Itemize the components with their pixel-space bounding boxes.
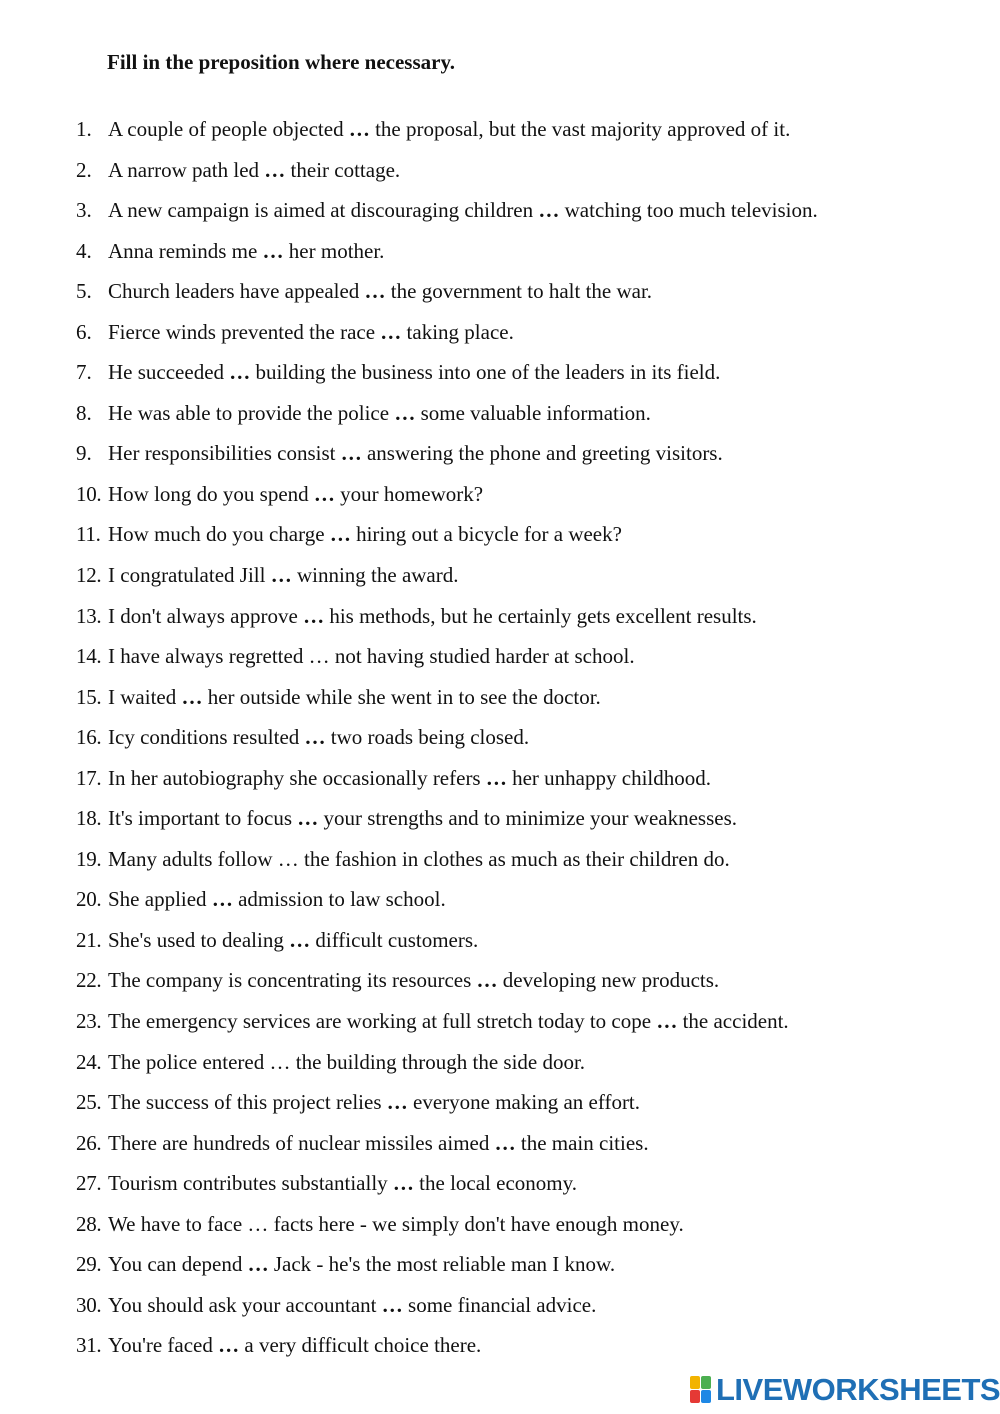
answer-gap[interactable]: …	[340, 441, 362, 466]
exercise-item	[76, 275, 818, 316]
exercise-item	[76, 356, 818, 397]
exercise-number: 25.	[76, 1090, 102, 1115]
exercise-number: 10.	[76, 481, 102, 506]
sentence-start: The police entered	[108, 1049, 270, 1074]
liveworksheets-logo-icon	[690, 1376, 712, 1404]
sentence-start: Anna reminds me	[108, 238, 263, 263]
answer-gap[interactable]: …	[308, 644, 330, 669]
sentence-start: You're faced	[108, 1333, 219, 1358]
sentence-end: winning the award.	[291, 563, 459, 588]
answer-gap[interactable]: …	[262, 238, 284, 263]
answer-gap[interactable]: …	[538, 198, 560, 223]
answer-gap[interactable]: …	[313, 481, 335, 506]
sentence-end: the building through the side door.	[290, 1049, 586, 1074]
sentence-end: the accident.	[677, 1009, 789, 1034]
sentence-start: A new campaign is aimed at discouraging children	[108, 198, 539, 223]
exercise-number: 2.	[76, 157, 92, 182]
answer-gap[interactable]: …	[218, 1333, 240, 1358]
exercise-item	[76, 964, 818, 1005]
sentence-start: You should ask your accountant	[108, 1292, 382, 1317]
exercise-number: 1.	[76, 117, 92, 141]
sentence-end: the local economy.	[413, 1171, 577, 1196]
exercise-item	[76, 1005, 818, 1046]
sentence-start: She's used to dealing	[108, 927, 290, 952]
sentence-start: In her autobiography she occasionally refers	[108, 765, 486, 790]
sentence-start: A narrow path led	[108, 157, 265, 182]
exercise-item	[76, 1289, 818, 1330]
sentence-start: A couple of people objected	[108, 117, 349, 141]
sentence-start: The emergency services are working at full stretch today to cope	[108, 1009, 657, 1034]
answer-gap[interactable]: …	[269, 1049, 291, 1074]
exercise-number: 11.	[76, 522, 101, 547]
sentence-end: developing new products.	[497, 968, 720, 993]
answer-gap[interactable]: …	[270, 563, 292, 588]
exercise-item	[76, 1208, 818, 1249]
exercise-item	[76, 478, 818, 519]
answer-gap[interactable]: …	[476, 968, 498, 993]
sentence-start: We have to face	[108, 1211, 248, 1236]
sentence-end: their cottage.	[285, 157, 401, 182]
exercise-item	[76, 559, 818, 600]
liveworksheets-logo[interactable]	[690, 1372, 1000, 1408]
exercise-item	[76, 883, 818, 924]
exercise-number: 24.	[76, 1049, 102, 1074]
exercise-number: 13.	[76, 603, 102, 628]
sentence-start: I congratulated Jill	[108, 563, 271, 588]
sentence-end: the government to halt the war.	[385, 279, 653, 304]
exercise-item	[76, 1167, 818, 1208]
answer-gap[interactable]: …	[303, 603, 325, 628]
exercise-item	[76, 1248, 818, 1289]
sentence-end: answering the phone and greeting visitors.	[361, 441, 723, 466]
answer-gap[interactable]: …	[289, 927, 311, 952]
answer-gap[interactable]: …	[247, 1211, 269, 1236]
sentence-start: Fierce winds prevented the race	[108, 319, 381, 344]
exercise-item	[76, 762, 818, 803]
sentence-start: I waited	[108, 684, 182, 709]
sentence-start: Tourism contributes substantially	[108, 1171, 393, 1196]
sentence-start: Her responsibilities consist	[108, 441, 341, 466]
sentence-start: I don't always approve	[108, 603, 304, 628]
exercise-number: 30.	[76, 1292, 102, 1317]
exercise-item	[76, 600, 818, 641]
answer-gap[interactable]: …	[348, 117, 370, 141]
sentence-end: hiring out a bicycle for a week?	[350, 522, 622, 547]
answer-gap[interactable]: …	[181, 684, 203, 709]
sentence-start: I have always regretted	[108, 644, 309, 669]
exercise-item	[76, 235, 818, 276]
sentence-start: She applied	[108, 887, 212, 912]
answer-gap[interactable]: …	[485, 765, 507, 790]
exercise-item	[76, 1046, 818, 1087]
exercise-number: 21.	[76, 927, 102, 952]
sentence-start: Church leaders have appealed	[108, 279, 365, 304]
exercise-number: 8.	[76, 400, 92, 425]
exercise-item	[76, 802, 818, 843]
exercise-number: 28.	[76, 1211, 102, 1236]
answer-gap[interactable]: …	[494, 1130, 516, 1155]
answer-gap[interactable]: …	[656, 1009, 678, 1034]
sentence-end: a very difficult choice there.	[239, 1333, 482, 1358]
answer-gap[interactable]: …	[386, 1090, 408, 1115]
exercise-item	[76, 316, 818, 357]
sentence-end: his methods, but he certainly gets excellent results.	[324, 603, 757, 628]
answer-gap[interactable]: …	[247, 1252, 269, 1277]
answer-gap[interactable]: …	[277, 846, 299, 871]
answer-gap[interactable]: …	[392, 1171, 414, 1196]
answer-gap[interactable]: …	[364, 279, 386, 304]
exercise-number: 31.	[76, 1333, 102, 1358]
exercise-item	[76, 721, 818, 762]
exercise-number: 3.	[76, 198, 92, 223]
exercise-item	[76, 113, 818, 154]
exercise-item	[76, 1127, 818, 1168]
logo-text: LIVEWORKSHEETS	[716, 1372, 1000, 1407]
sentence-start: There are hundreds of nuclear missiles aimed	[108, 1130, 495, 1155]
answer-gap[interactable]: …	[297, 806, 319, 831]
exercise-item	[76, 843, 818, 884]
sentence-start: Many adults follow	[108, 846, 278, 871]
sentence-end: admission to law school.	[232, 887, 446, 912]
exercise-item	[76, 397, 818, 438]
sentence-start: How much do you charge	[108, 522, 330, 547]
exercise-number: 5.	[76, 279, 92, 304]
exercise-item	[76, 1086, 818, 1127]
sentence-end: difficult customers.	[310, 927, 479, 952]
sentence-end: some valuable information.	[415, 400, 651, 425]
exercise-list	[76, 113, 818, 1370]
answer-gap[interactable]: …	[329, 522, 351, 547]
sentence-end: Jack - he's the most reliable man I know.	[268, 1252, 616, 1277]
answer-gap[interactable]: …	[380, 319, 402, 344]
exercise-number: 27.	[76, 1171, 102, 1196]
exercise-number: 14.	[76, 644, 102, 669]
sentence-start: He succeeded	[108, 360, 230, 385]
sentence-start: The company is concentrating its resources	[108, 968, 477, 993]
exercise-item	[76, 681, 818, 722]
exercise-item	[76, 518, 818, 559]
exercise-item	[76, 1329, 818, 1370]
sentence-end: your homework?	[334, 481, 484, 506]
sentence-end: your strengths and to minimize your weaknesses.	[318, 806, 738, 831]
answer-gap[interactable]: …	[264, 157, 286, 182]
sentence-end: the fashion in clothes as much as their children do.	[298, 846, 730, 871]
sentence-start: How long do you spend	[108, 481, 314, 506]
exercise-item	[76, 640, 818, 681]
exercise-number: 20.	[76, 887, 102, 912]
answer-gap[interactable]: …	[381, 1292, 403, 1317]
exercise-number: 16.	[76, 725, 102, 750]
sentence-end: everyone making an effort.	[407, 1090, 641, 1115]
exercise-item	[76, 194, 818, 235]
exercise-number: 18.	[76, 806, 102, 831]
exercise-number: 7.	[76, 360, 92, 385]
sentence-end: her mother.	[283, 238, 385, 263]
sentence-start: The success of this project relies	[108, 1090, 387, 1115]
exercise-number: 12.	[76, 563, 102, 588]
sentence-start: It's important to focus	[108, 806, 298, 831]
exercise-number: 23.	[76, 1009, 102, 1034]
sentence-end: facts here - we simply don't have enough money.	[268, 1211, 684, 1236]
answer-gap[interactable]: …	[394, 400, 416, 425]
worksheet-title: Fill in the preposition where necessary.	[107, 50, 456, 74]
sentence-end: building the business into one of the leaders in its field.	[250, 360, 721, 385]
sentence-end: taking place.	[401, 319, 514, 344]
sentence-start: You can depend	[108, 1252, 248, 1277]
sentence-end: the proposal, but the vast majority approved of it.	[369, 117, 791, 141]
exercise-number: 6.	[76, 319, 92, 344]
exercise-item	[76, 924, 818, 965]
sentence-end: the main cities.	[515, 1130, 649, 1155]
answer-gap[interactable]: …	[229, 360, 251, 385]
exercise-number: 26.	[76, 1130, 102, 1155]
exercise-number: 4.	[76, 238, 92, 263]
sentence-end: not having studied harder at school.	[329, 644, 635, 669]
exercise-number: 19.	[76, 846, 102, 871]
exercise-item	[76, 154, 818, 195]
sentence-end: two roads being closed.	[325, 725, 530, 750]
answer-gap[interactable]: …	[211, 887, 233, 912]
sentence-end: watching too much television.	[559, 198, 818, 223]
sentence-end: her outside while she went in to see the doctor.	[202, 684, 601, 709]
exercise-number: 17.	[76, 765, 102, 790]
exercise-item	[76, 437, 818, 478]
exercise-number: 29.	[76, 1252, 102, 1277]
answer-gap[interactable]: …	[304, 725, 326, 750]
sentence-start: Icy conditions resulted	[108, 725, 305, 750]
sentence-start: He was able to provide the police	[108, 400, 395, 425]
sentence-end: her unhappy childhood.	[506, 765, 711, 790]
exercise-number: 9.	[76, 441, 92, 466]
exercise-number: 15.	[76, 684, 102, 709]
exercise-number: 22.	[76, 968, 102, 993]
sentence-end: some financial advice.	[402, 1292, 597, 1317]
